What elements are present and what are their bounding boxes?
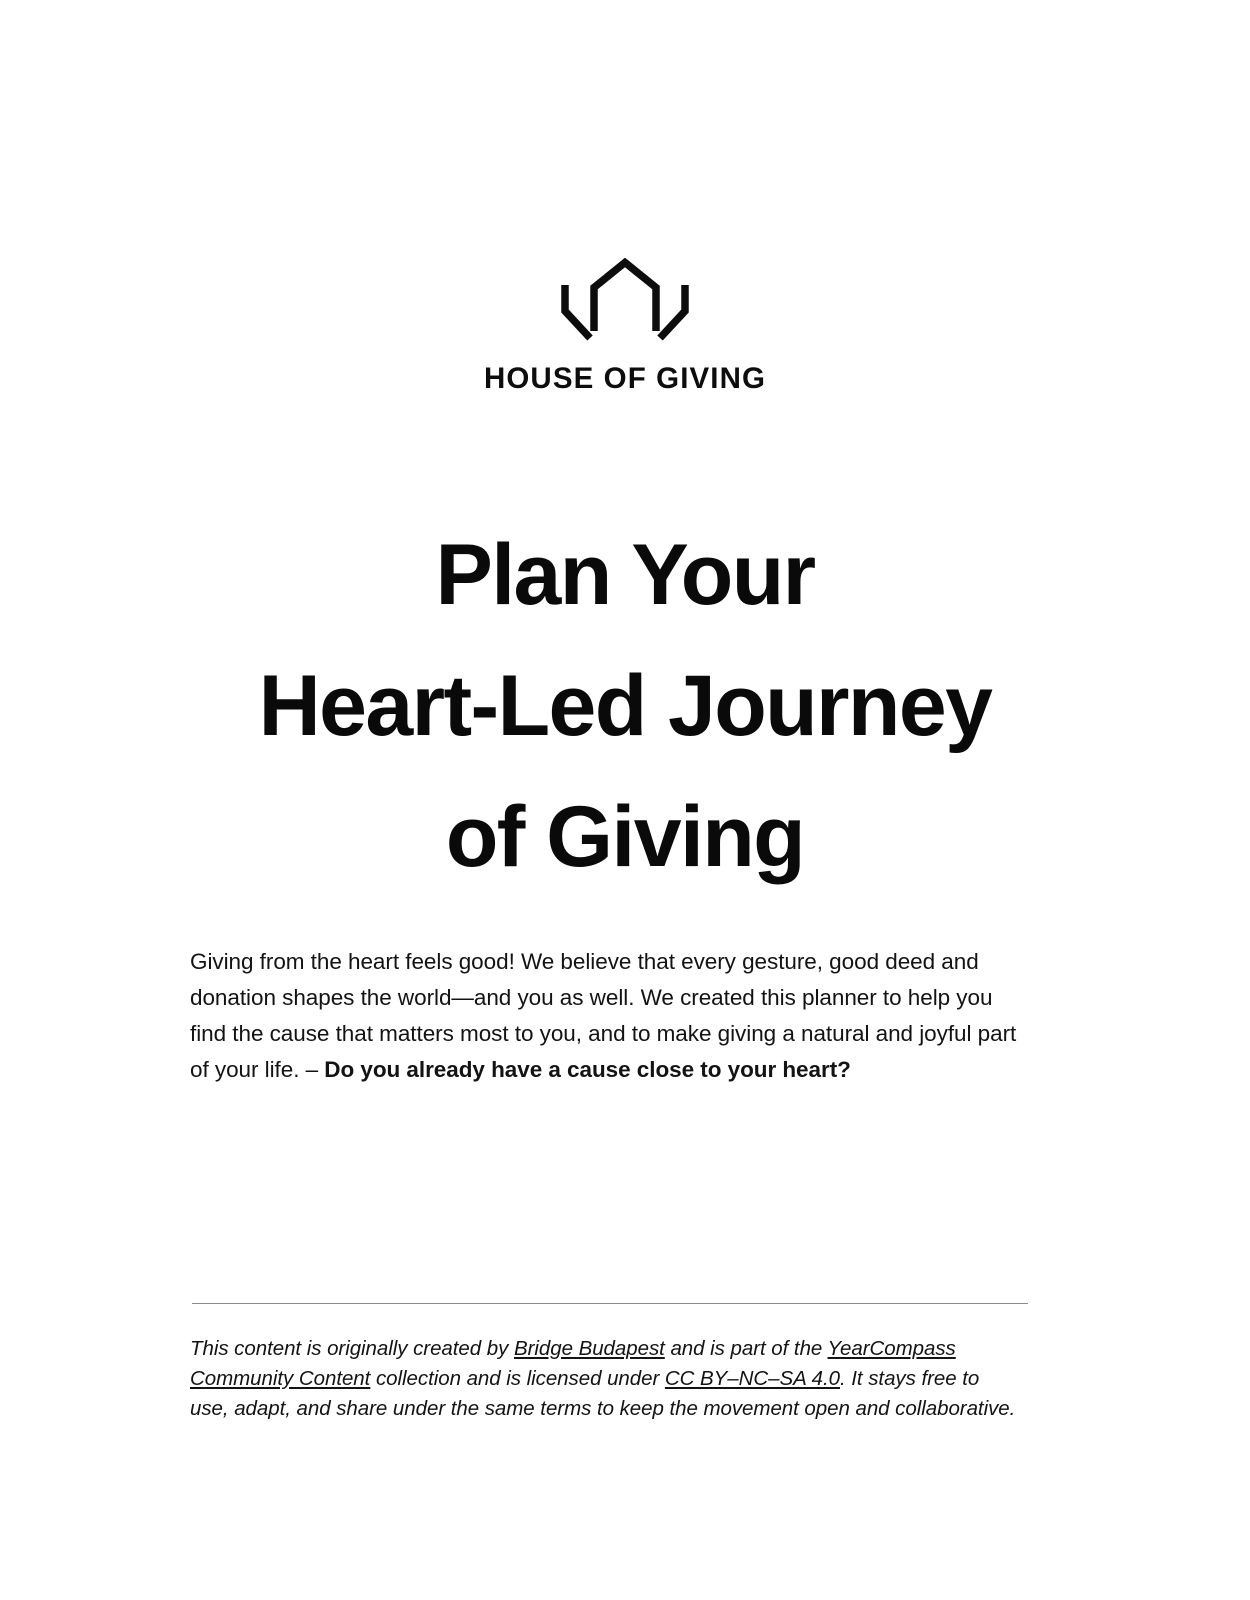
intro-paragraph: [190, 944, 1032, 1089]
intro-body-text: Giving from the heart feels good! We believe that every gesture, good deed and donation shapes the world—and you as well. We created this planner to help you find the cause that matters most to you, and to make giving a natural and joyful part of your life. –: [190, 948, 1017, 1083]
link-bridge-budapest[interactable]: Bridge Budapest: [513, 1336, 665, 1360]
license-text-segment-2: and is part of the: [664, 1336, 828, 1360]
logo-wordmark: HOUSE OF GIVING: [483, 362, 767, 395]
page-title-line-2: Heart-Led Journey: [258, 657, 992, 754]
page-title-line-3: of Giving: [445, 788, 805, 885]
house-of-giving-lotus-mark: [543, 258, 707, 358]
license-footer: [190, 1334, 1020, 1424]
page-title: [125, 510, 1125, 903]
intro-bold-question: Do you already have a cause close to your heart?: [324, 1057, 851, 1083]
link-cc-by-nc-sa-4-0[interactable]: CC BY–NC–SA 4.0: [664, 1366, 840, 1390]
page-title-line-1: Plan Your: [435, 526, 815, 623]
footer-divider: [192, 1303, 1028, 1304]
license-text-segment-4: . It stays free to use, adapt, and share under the same terms to keep the movement open and collaborative.: [190, 1366, 1016, 1420]
license-text-segment-1: This content is originally created by: [190, 1336, 514, 1360]
brand-logo: [0, 258, 1250, 394]
link-yearcompass-community-content[interactable]: YearCompass Community Content: [190, 1336, 956, 1390]
license-text-segment-3: collection and is licensed under: [370, 1366, 665, 1390]
